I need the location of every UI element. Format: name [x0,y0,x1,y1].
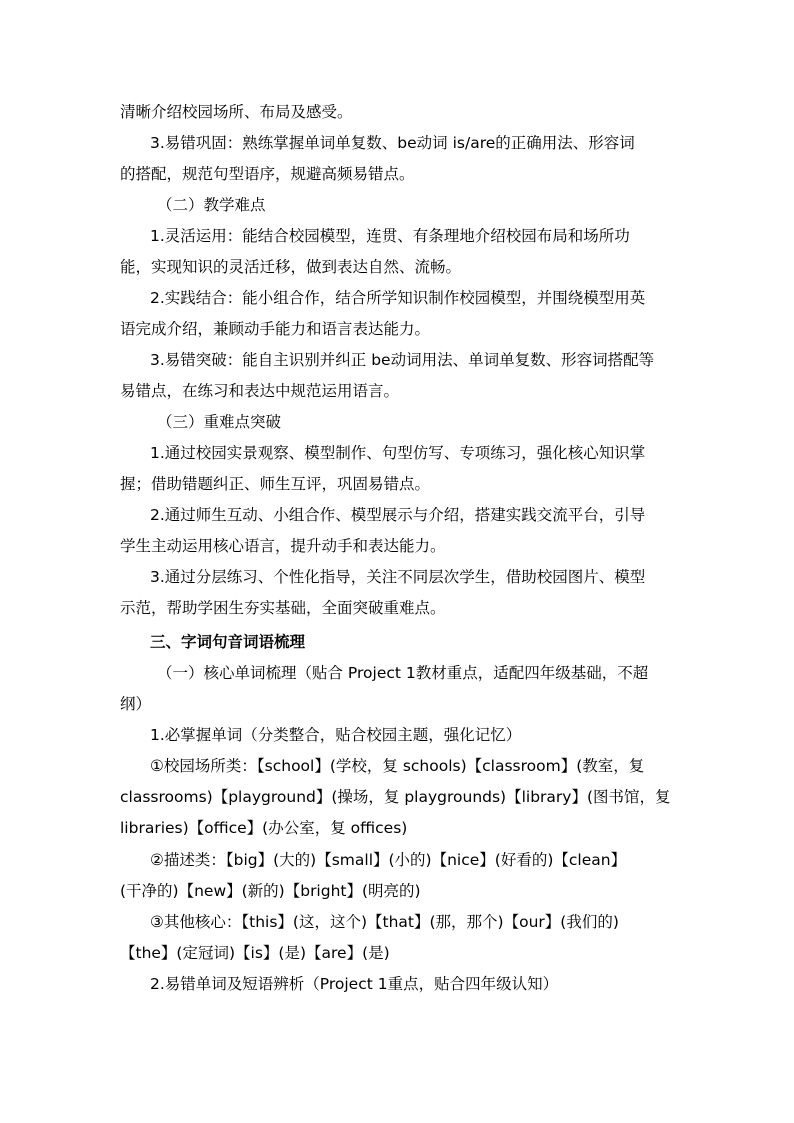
paragraph-line: 能，实现知识的灵活迁移，做到表达自然、流畅。 [120,258,462,276]
paragraph-line: classrooms)【playground】(操场，复 playgrounds)【library】(图书馆，复 [120,788,671,806]
paragraph-line: ③其他核心：【this】(这，这个)【that】(那，那个)【our】(我们的) [150,913,619,931]
paragraph-line: 清晰介绍校园场所、布局及感受。 [120,103,353,121]
paragraph-line: libraries)【office】(办公室，复 offices) [120,819,408,837]
paragraph-line: 2.通过师生互动、小组合作、模型展示与介绍，搭建实践交流平台，引导 [150,506,646,524]
paragraph-line: ①校园场所类：【school】(学校，复 schools)【classroom】(教室，复 [150,757,645,775]
paragraph-line: 3.易错巩固：熟练掌握单词单复数、be动词 is/are的正确用法、形容词 [150,134,635,152]
section-heading: （二）教学难点 [157,196,266,214]
paragraph-line: (干净的)【new】(新的)【bright】(明亮的) [120,882,421,900]
paragraph-line: 语完成介绍，兼顾动手能力和语言表达能力。 [120,320,431,338]
paragraph-line: 2.实践结合：能小组合作，结合所学知识制作校园模型，并围绕模型用英 [150,289,646,307]
paragraph-line: 学生主动运用核心语言，提升动手和表达能力。 [120,537,446,555]
paragraph-line: 1.必掌握单词（分类整合，贴合校园主题，强化记忆） [150,726,522,744]
paragraph-line: 3.通过分层练习、个性化指导，关注不同层次学生，借助校园图片、模型 [150,568,646,586]
paragraph-line: 1.灵活运用：能结合校园模型，连贯、有条理地介绍校园布局和场所功 [150,227,630,245]
paragraph-line: 的搭配，规范句型语序，规避高频易错点。 [120,165,415,183]
paragraph-line: 3.易错突破：能自主识别并纠正 be动词用法、单词单复数、形容词搭配等 [150,351,655,369]
paragraph-line: 握；借助错题纠正、师生互评，巩固易错点。 [120,475,431,493]
chapter-heading: 三、字词句音词语梳理 [150,633,306,651]
paragraph-line: 易错点，在练习和表达中规范运用语言。 [120,382,400,400]
paragraph-line: 1.通过校园实景观察、模型制作、句型仿写、专项练习，强化核心知识掌 [150,444,646,462]
section-heading: （三）重难点突破 [157,413,282,431]
paragraph-line: ②描述类：【big】(大的)【small】(小的)【nice】(好看的)【clean】 [150,851,627,869]
paragraph-line: 【the】(定冠词)【is】(是)【are】(是) [120,944,390,962]
paragraph-line: 纲） [120,695,152,713]
paragraph-line: 2.易错单词及短语辨析（Project 1重点，贴合四年级认知） [150,975,559,993]
paragraph-line: 示范，帮助学困生夯实基础，全面突破重难点。 [120,599,446,617]
paragraph-line: （一）核心单词梳理（贴合 Project 1教材重点，适配四年级基础，不超 [157,664,649,682]
